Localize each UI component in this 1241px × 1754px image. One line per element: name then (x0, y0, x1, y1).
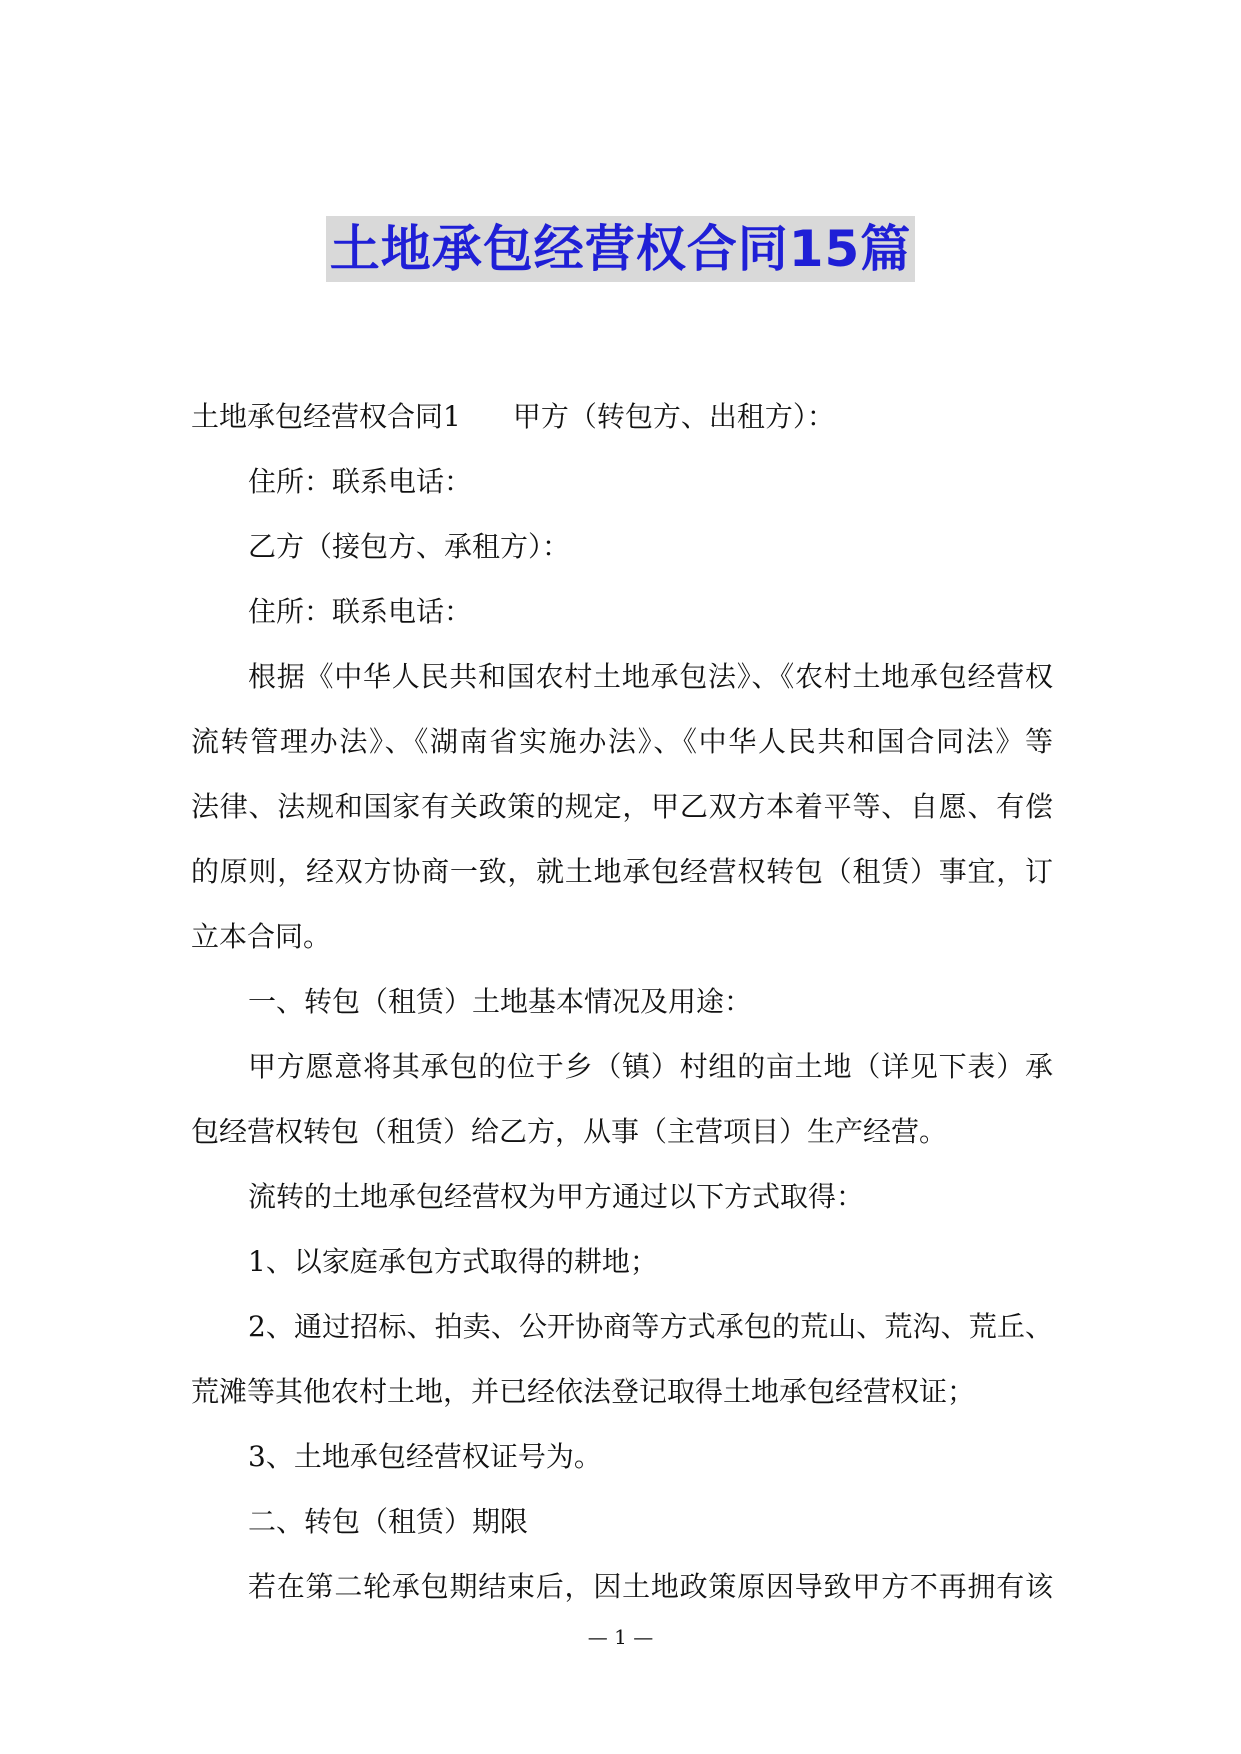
list-item-2: 2、通过招标、拍卖、公开协商等方式承包的荒山、荒沟、荒丘、 (248, 1310, 1053, 1343)
section-2-heading: 二、转包（租赁）期限 (248, 1505, 529, 1538)
contract-heading-line (191, 384, 1053, 449)
party-b-address-line: 住所：联系电话： (248, 595, 473, 628)
list-item-3: 3、土地承包经营权证号为。 (248, 1440, 602, 1473)
paragraph-line: 流转的土地承包经营权为甲方通过以下方式取得： (248, 1180, 865, 1213)
document-body (191, 384, 1053, 1619)
paragraph-line: 法律、法规和国家有关政策的规定，甲乙双方本着平等、自愿、有偿 (191, 790, 1053, 823)
section-1-heading: 一、转包（租赁）土地基本情况及用途： (248, 985, 753, 1018)
paragraph-line: 流转管理办法》、《湖南省实施办法》、《中华人民共和国合同法》等 (191, 725, 1053, 758)
contract-number-heading: 土地承包经营权合同1 (191, 400, 461, 433)
party-b-label-line: 乙方（接包方、承租方）： (248, 530, 571, 563)
list-item-1: 1、以家庭承包方式取得的耕地； (248, 1245, 658, 1278)
party-a-label: 甲方（转包方、出租方）： (512, 400, 835, 433)
paragraph-line: 甲方愿意将其承包的位于乡（镇）村组的亩土地（详见下表）承 (248, 1050, 1053, 1083)
paragraph-line: 立本合同。 (191, 920, 332, 953)
page-number: — 1 — (587, 1625, 654, 1649)
list-item-2-continued: 荒滩等其他农村土地，并已经依法登记取得土地承包经营权证； (191, 1375, 976, 1408)
party-a-address-line: 住所：联系电话： (248, 465, 473, 498)
paragraph-line: 若在第二轮承包期结束后，因土地政策原因导致甲方不再拥有该 (248, 1570, 1053, 1603)
paragraph-line: 根据《中华人民共和国农村土地承包法》、《农村土地承包经营权 (248, 660, 1053, 693)
paragraph-line: 的原则，经双方协商一致，就土地承包经营权转包（租赁）事宜，订 (191, 855, 1053, 888)
title-container (0, 216, 1241, 282)
document-title: 土地承包经营权合同15篇 (326, 216, 916, 282)
paragraph-line: 包经营权转包（租赁）给乙方，从事（主营项目）生产经营。 (191, 1115, 948, 1148)
